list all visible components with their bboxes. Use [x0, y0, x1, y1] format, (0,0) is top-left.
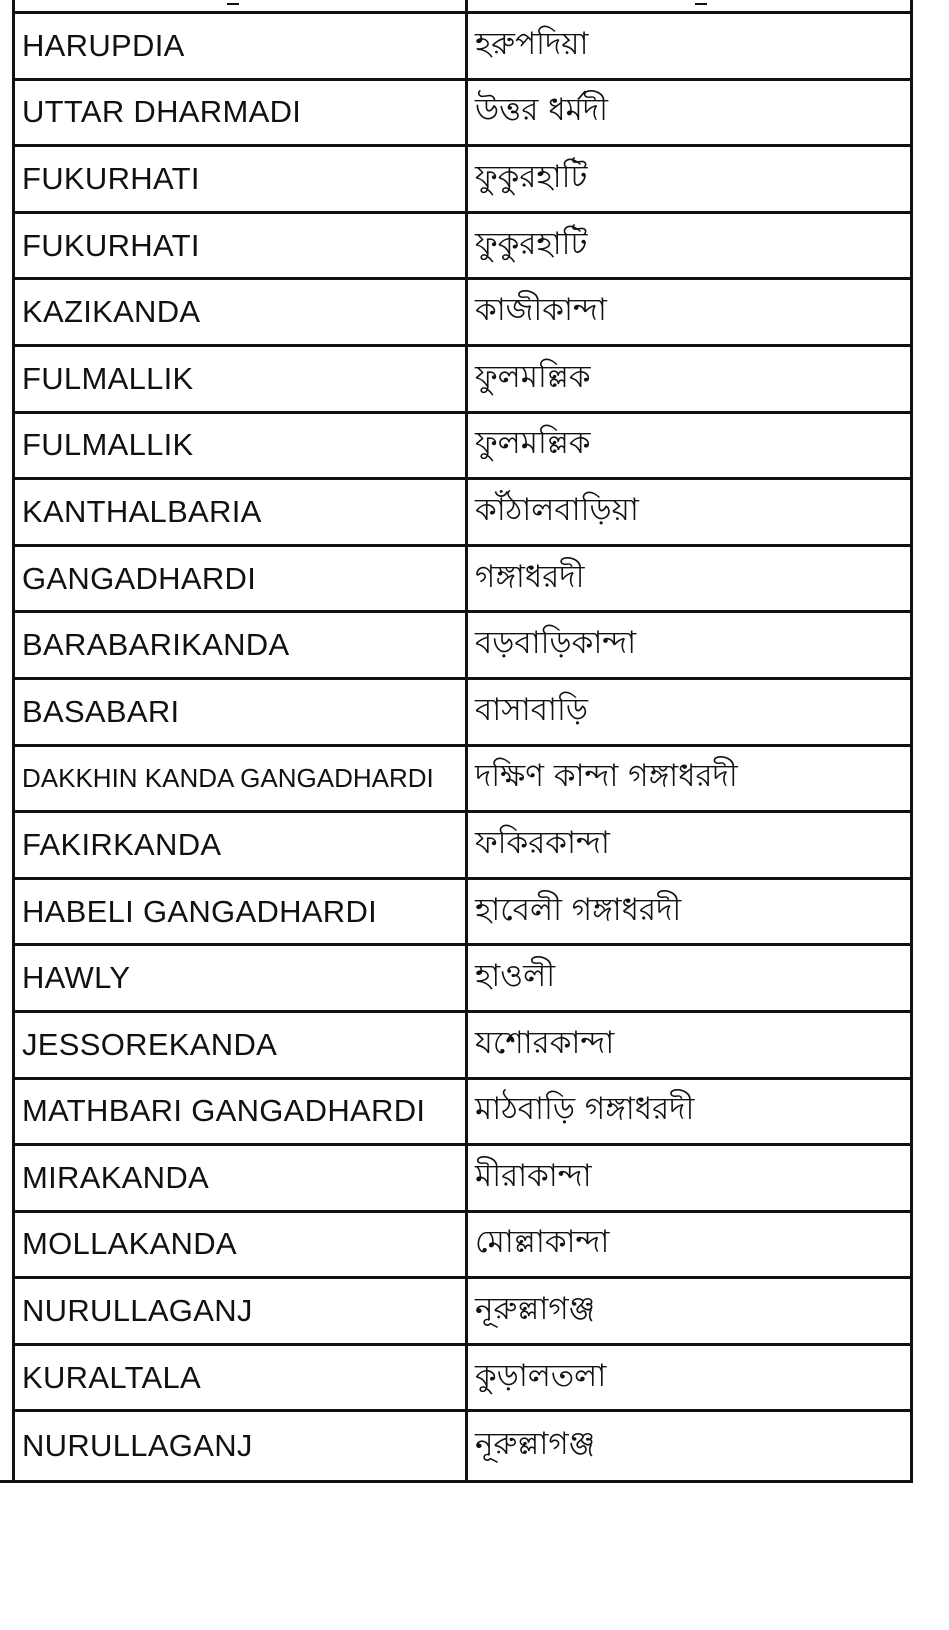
header-stub-left	[227, 3, 239, 11]
english-name-cell: KANTHALBARIA	[22, 493, 262, 529]
english-name-cell: BASABARI	[22, 693, 180, 729]
table-row	[15, 1213, 913, 1280]
bengali-name-cell: ফুকুরহাটি	[475, 225, 588, 262]
english-name-cell: JESSOREKANDA	[22, 1026, 278, 1062]
bengali-name-cell: বাসাবাড়ি	[475, 691, 588, 728]
english-name-cell: NURULLAGANJ	[22, 1293, 253, 1329]
english-name-cell: HARUPDIA	[22, 27, 185, 63]
bengali-name-cell: হরুপদিয়া	[475, 25, 589, 62]
bengali-name-cell: ফকিরকান্দা	[475, 824, 610, 861]
english-name-cell: KAZIKANDA	[22, 294, 201, 330]
village-name-table	[12, 0, 913, 1483]
table-row	[15, 813, 913, 880]
bengali-name-cell: কাজীকান্দা	[475, 292, 607, 329]
table-row	[15, 680, 913, 747]
table-row	[15, 1346, 913, 1413]
table-row	[15, 747, 913, 814]
table-row	[15, 347, 913, 414]
english-name-cell: HAWLY	[22, 960, 131, 996]
english-name-cell: MIRAKANDA	[22, 1159, 210, 1195]
table-row	[15, 1080, 913, 1147]
bengali-name-cell: মীরাকান্দা	[475, 1157, 592, 1194]
table-row	[15, 946, 913, 1013]
english-name-cell: BARABARIKANDA	[22, 627, 290, 663]
table-row	[15, 1412, 913, 1479]
bengali-name-cell: বড়বাড়িকান্দা	[475, 625, 637, 662]
table-row	[15, 81, 913, 148]
english-name-cell: FUKURHATI	[22, 160, 200, 196]
table-row	[15, 414, 913, 481]
table-body	[15, 14, 913, 1479]
table-row	[15, 280, 913, 347]
table-row	[15, 1013, 913, 1080]
bengali-name-cell: হাওলী	[475, 958, 556, 995]
bengali-name-cell: মাঠবাড়ি গঙ্গাধরদী	[475, 1091, 695, 1128]
english-name-cell: DAKKHIN KANDA GANGADHARDI	[22, 762, 434, 793]
english-name-cell: HABELI GANGADHARDI	[22, 893, 378, 929]
table-row	[15, 480, 913, 547]
english-name-cell: FULMALLIK	[22, 427, 194, 463]
bengali-name-cell: দক্ষিণ কান্দা গঙ্গাধরদী	[475, 758, 738, 795]
english-name-cell: GANGADHARDI	[22, 560, 257, 596]
english-name-cell: KURALTALA	[22, 1359, 201, 1395]
english-name-cell: MOLLAKANDA	[22, 1226, 237, 1262]
english-name-cell: NURULLAGANJ	[22, 1427, 253, 1463]
bengali-name-cell: নূরুল্লাগঞ্জ	[475, 1425, 596, 1462]
table-row	[15, 14, 913, 81]
bengali-name-cell: হাবেলী গঙ্গাধরদী	[475, 891, 682, 928]
bengali-name-cell: ফুকুরহাটি	[475, 158, 588, 195]
cropped-header-row	[15, 0, 913, 14]
table-row	[15, 613, 913, 680]
bengali-name-cell: ফুলমল্লিক	[475, 425, 591, 462]
bengali-name-cell: নূরুল্লাগঞ্জ	[475, 1291, 596, 1328]
table-row	[15, 1146, 913, 1213]
outer-left-edge	[0, 0, 12, 1483]
bengali-name-cell: কাঁঠালবাড়িয়া	[475, 491, 639, 528]
english-name-cell: FUKURHATI	[22, 227, 200, 263]
bengali-name-cell: ফুলমল্লিক	[475, 358, 591, 395]
outer-right-edge	[913, 0, 949, 1483]
bengali-name-cell: উত্তর ধর্মদী	[475, 92, 608, 129]
table-row	[15, 1279, 913, 1346]
bengali-name-cell: কুড়ালতলা	[475, 1357, 607, 1394]
header-stub-right	[695, 3, 707, 11]
english-name-cell: FAKIRKANDA	[22, 826, 222, 862]
bengali-name-cell: যশোরকান্দা	[475, 1024, 615, 1061]
bengali-name-cell: গঙ্গাধরদী	[475, 558, 585, 595]
english-name-cell: FULMALLIK	[22, 360, 194, 396]
table-row	[15, 214, 913, 281]
column-divider	[465, 0, 468, 1480]
table-row	[15, 880, 913, 947]
english-name-cell: UTTAR DHARMADI	[22, 94, 302, 130]
bengali-name-cell: মোল্লাকান্দা	[475, 1224, 610, 1261]
table-row	[15, 147, 913, 214]
table-row	[15, 547, 913, 614]
english-name-cell: MATHBARI GANGADHARDI	[22, 1093, 426, 1129]
